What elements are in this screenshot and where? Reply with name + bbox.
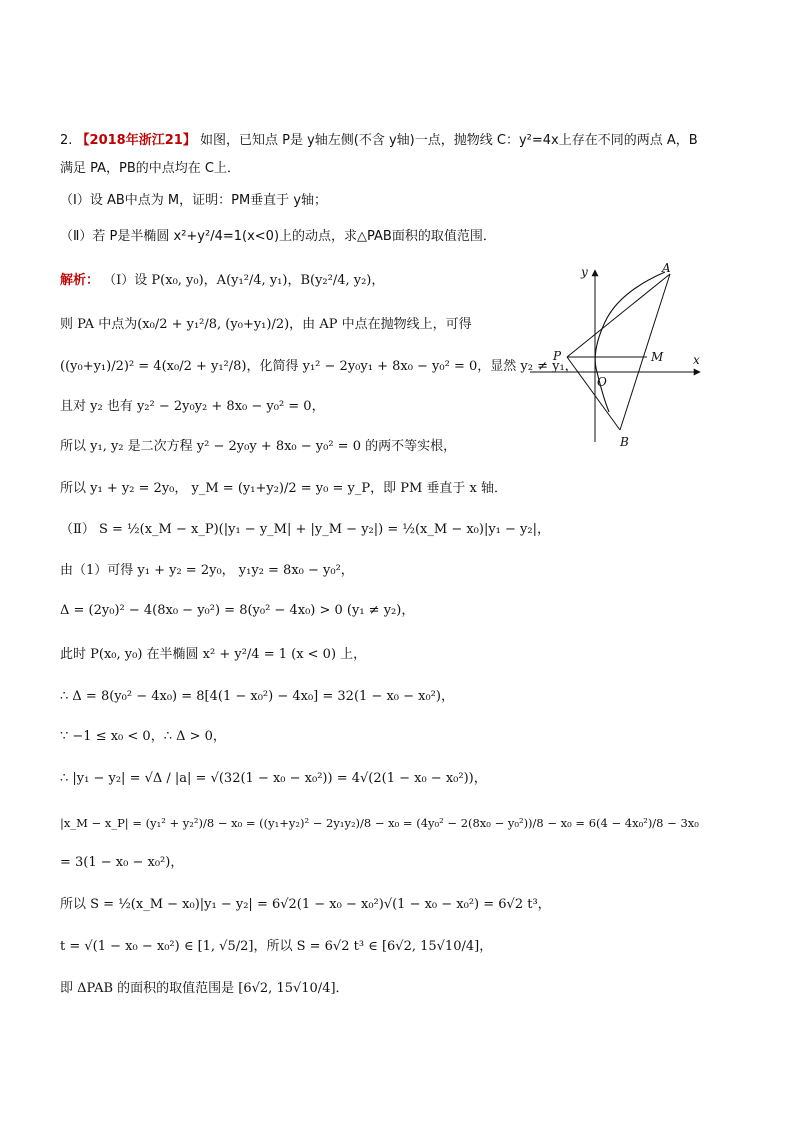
label-x: x <box>693 353 700 367</box>
solution-line-9: Δ = (2y₀)² − 4(8x₀ − y₀²) = 8(y₀² − 4x₀) > 0 (y₁ ≠ y₂)， <box>60 603 415 618</box>
problem-number: 2. <box>60 133 73 148</box>
solution-line-12: ∵ −1 ≤ x₀ < 0，∴ Δ > 0， <box>60 729 226 744</box>
solution-line-5: 所以 y₁, y₂ 是二次方程 y² − 2y₀y + 8x₀ − y₀² = 0 的两不等实根， <box>60 439 457 454</box>
solution-label: 解析： <box>60 273 100 288</box>
problem-line-1 <box>60 132 698 150</box>
parabola-figure <box>525 262 710 450</box>
label-M: M <box>651 350 664 364</box>
question-1: （Ⅰ）设 AB中点为 M，证明：PM垂直于 y轴； <box>60 193 328 208</box>
label-O: O <box>597 375 607 389</box>
solution-line-18: 即 ΔPAB 的面积的取值范围是 [6√2, 15√10/4]． <box>60 981 349 996</box>
solution-line-2: 则 PA 中点为(x₀/2 + y₁²/8, (y₀+y₁)/2)，由 AP 中点在抛物线上，可得 <box>60 317 472 332</box>
solution-line-11: ∴ Δ = 8(y₀² − 4x₀) = 8[4(1 − x₀²) − 4x₀] = 32(1 − x₀ − x₀²)， <box>60 689 454 704</box>
problem-stem-2: 满足 PA，PB的中点均在 C上． <box>60 161 241 176</box>
solution-line-8: 由（1）可得 y₁ + y₂ = 2y₀， y₁y₂ = 8x₀ − y₀²， <box>60 563 354 578</box>
solution-line-17: t = √(1 − x₀ − x₀²) ∈ [1, √5/2]，所以 S = 6√2 t³ ∈ [6√2, 15√10/4]， <box>60 939 493 954</box>
solution-line-1 <box>60 272 384 290</box>
solution-text-1: （Ⅰ）设 P(x₀, y₀)，A(y₁²/4, y₁)，B(y₂²/4, y₂)， <box>103 273 385 288</box>
label-P: P <box>553 349 562 363</box>
segment-PB <box>567 357 620 430</box>
label-A: A <box>662 262 671 275</box>
solution-line-14: |x_M − x_P| = (y₁² + y₂²)/8 − x₀ = ((y₁+y₂)² − 2y₁y₂)/8 − x₀ = (4y₀² − 2(8x₀ − y₀²))/8 − x₀ = 6(4 − 4x₀²)/8 − 3x₀ <box>60 816 699 830</box>
solution-line-13: ∴ |y₁ − y₂| = √Δ / |a| = √(32(1 − x₀ − x₀²)) = 4√(2(1 − x₀ − x₀²))， <box>60 771 487 786</box>
problem-source: 【2018年浙江21】 <box>76 133 196 148</box>
solution-line-10: 此时 P(x₀, y₀) 在半椭圆 x² + y²/4 = 1 (x < 0) 上， <box>60 647 367 662</box>
question-2: （Ⅱ）若 P是半椭圆 x²+y²/4=1(x<0)上的动点，求△PAB面积的取值范围． <box>60 229 496 244</box>
solution-line-4: 且对 y₂ 也有 y₂² − 2y₀y₂ + 8x₀ − y₀² = 0， <box>60 399 325 414</box>
solution-line-6: 所以 y₁ + y₂ = 2y₀， y_M = (y₁+y₂)/2 = y₀ = y_P，即 PM 垂直于 x 轴． <box>60 481 508 496</box>
solution-line-7: （Ⅱ） S = ½(x_M − x_P)(|y₁ − y_M| + |y_M − y₂|) = ½(x_M − x₀)|y₁ − y₂|， <box>60 522 550 537</box>
label-B: B <box>620 435 629 449</box>
parabola-curve <box>595 272 665 412</box>
solution-line-16: 所以 S = ½(x_M − x₀)|y₁ − y₂| = 6√2(1 − x₀ − x₀²)√(1 − x₀ − x₀²) = 6√2 t³， <box>60 897 551 912</box>
solution-line-3: ((y₀+y₁)/2)² = 4(x₀/2 + y₁²/8)，化简得 y₁² − 2y₀y₁ + 8x₀ − y₀² = 0，显然 y₂ ≠ y₁， <box>60 359 578 374</box>
solution-line-15: = 3(1 − x₀ − x₀²)， <box>60 855 184 870</box>
problem-stem-1: 如图，已知点 P是 y轴左侧(不含 y轴)一点，抛物线 C：y²=4x上存在不同的两点 A，B <box>199 133 698 148</box>
segment-PA <box>567 274 670 357</box>
label-y: y <box>581 265 588 279</box>
